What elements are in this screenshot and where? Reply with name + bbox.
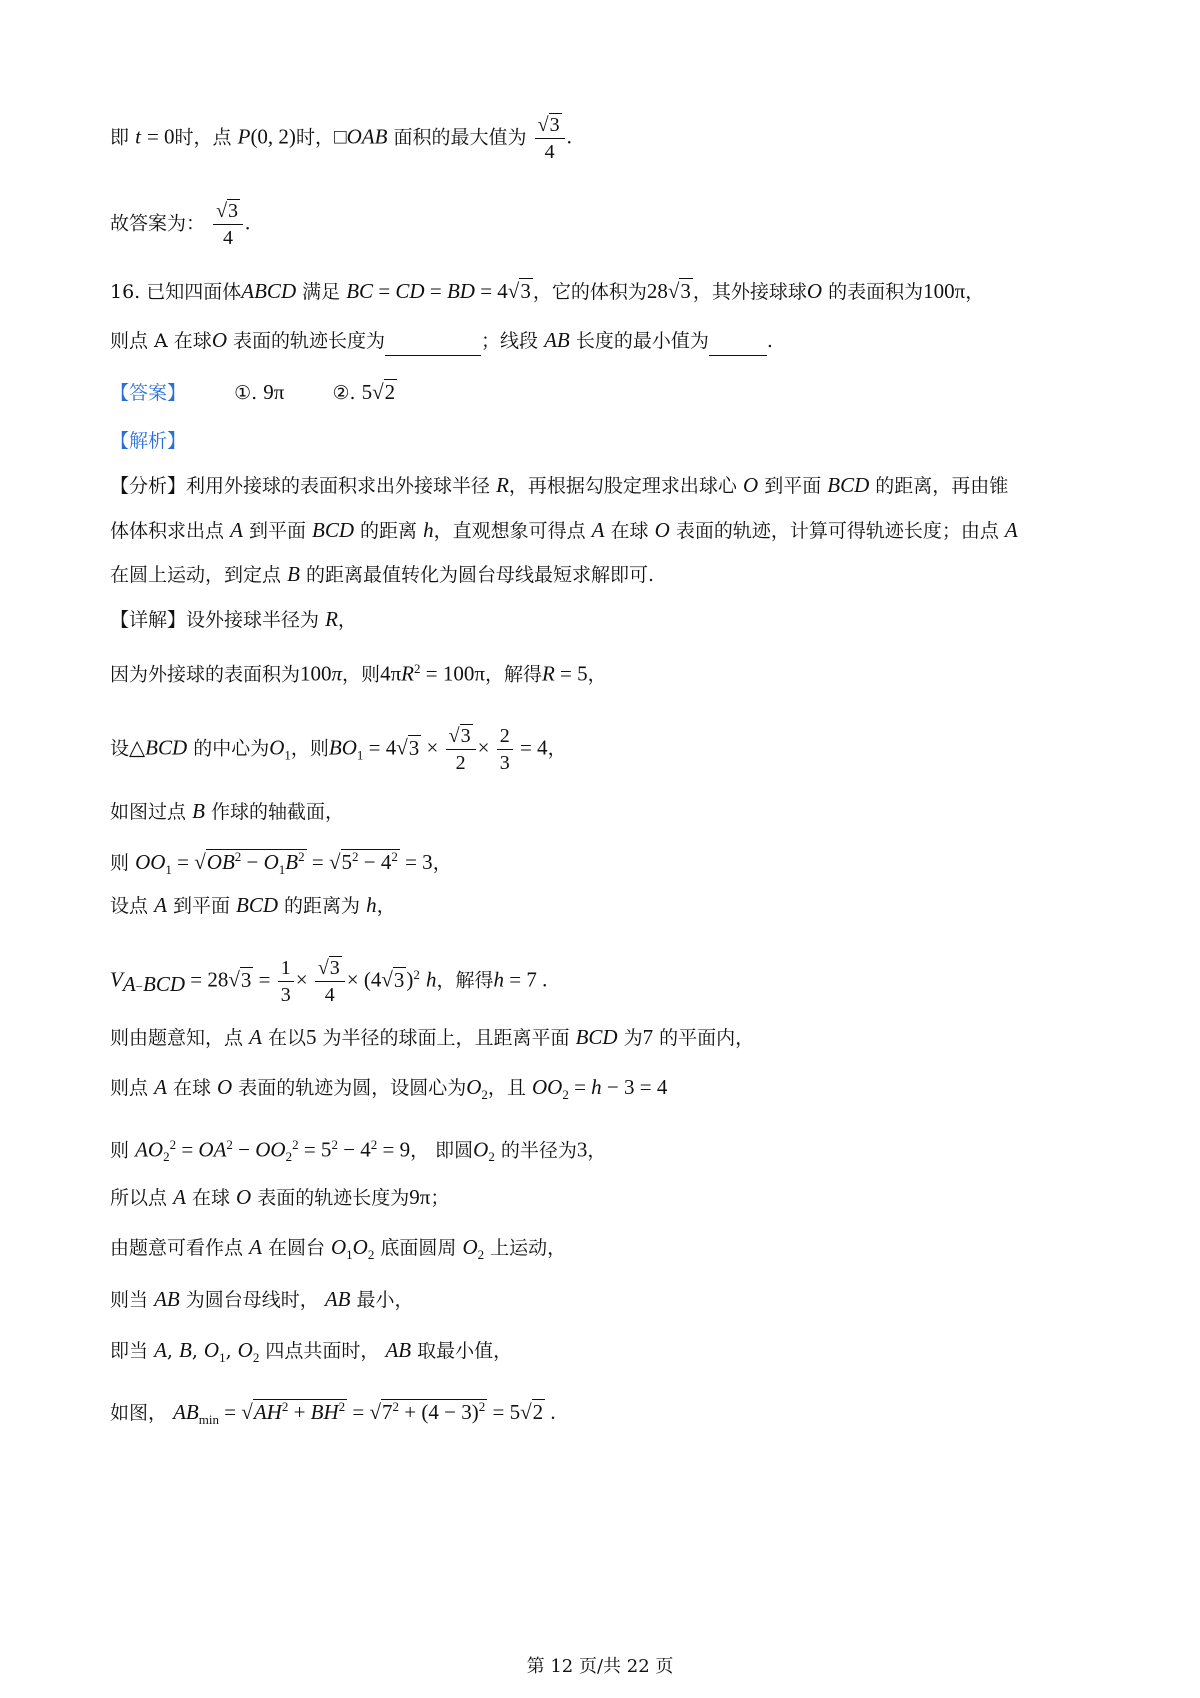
question-16-line1: 16. 已知四面体ABCD 满足 BC = CD = BD = 4√3 ，它的体积为28√3 ，其外接球球O 的表面积为100π，: [110, 279, 985, 303]
detail-line5: 则 $OO_1 = √OB^2 - O_1B^2 = √5^2 - 4^2 = 3$，: [110, 849, 452, 878]
detail-line11: 所以点 A 在球 O 表面的轨迹长度为9π；: [110, 1185, 450, 1209]
detail-line15: 如图， $AB_{min} = √AH^2 + BH^2 = √7^2 + (4 - 3)^2 = 5√2$ .: [110, 1399, 556, 1427]
detail-line4: 如图过点 B 作球的轴截面，: [110, 799, 344, 823]
detail-line1: 【详解】设外接球半径为 R，: [110, 607, 357, 631]
detail-line14: 即当 A, B, $O_1$, $O_2$ 四点共面时， AB 取最小值，: [110, 1338, 513, 1365]
detail-line6: 设点 A 到平面 BCD 的距离为 h，: [110, 893, 396, 917]
detail-line2: 因为外接球的表面积为100π，则$4\pi R^2 = 100\pi$，解得R = 5，: [110, 661, 607, 686]
line-answer-result: 故答案为： $\frac{√3}{4}$ .: [110, 200, 251, 249]
detail-line8: 则由题意知，点 A 在以5 为半径的球面上，且距离平面 BCD 为7 的平面内，: [110, 1025, 755, 1049]
detail-line13: 则当 AB 为圆台母线时， AB 最小，: [110, 1287, 414, 1311]
answer-line: 【答案】 ①. 9π ②. 5√2: [110, 380, 396, 404]
detail-line12: 由题意可看作点 A 在圆台 $O_1O_2$ 底面圆周 $O_2$ 上运动，: [110, 1235, 567, 1262]
answer-tag: 【答案】: [110, 382, 187, 404]
jiexi-tag: 【解析】: [110, 430, 187, 452]
answer-blank-1[interactable]: [385, 335, 481, 356]
analysis-line2: 体体积求出点 A 到平面 BCD 的距离 h，直观想象可得点 A 在球 O 表面的轨迹，计算可得轨迹长度；由点 A: [110, 518, 1018, 542]
analysis-line1: 【分析】利用外接球的表面积求出外接球半径 R，再根据勾股定理求出球心 O 到平面 BCD 的距离，再由锥: [110, 473, 1009, 497]
fraction-sqrt3-over-4: $\frac{√3}{4}$: [535, 112, 565, 165]
detail-line9: 则点 A 在球 O 表面的轨迹为圆，设圆心为$O_2$，且 $OO_2 = h - 3 = 4$: [110, 1075, 668, 1102]
line-max-area: 即 t = 0时，点 P(0, 2)时，□OAB 面积的最大值为 $\frac{√3}{4}$ .: [110, 114, 572, 163]
answer-blank-2[interactable]: [709, 335, 767, 356]
detail-line3: 设△BCD 的中心为$O_1$，则$BO_1 = 4√3$ × $\frac{√3}{2}$ × $\frac{2}{3}$ = 4，: [110, 725, 567, 774]
analysis-line3: 在圆上运动，到定点 B 的距离最值转化为圆台母线最短求解即可.: [110, 562, 654, 586]
detail-volume-equation: $V_{A-BCD} = 28√3$ = $\frac{1}{3}$ × $\frac{√3}{4}$ × $(4√3)^2$ h，解得h = 7 .: [110, 957, 548, 1006]
detail-line10: 则 $AO_2^2 = OA^2 - OO_2^2 = 5^2 - 4^2 = 9$， 即圆$O_2$ 的半径为3，: [110, 1137, 607, 1165]
page-footer: 第 12 页/共 22 页: [526, 1656, 674, 1677]
question-16-line2: 则点 A 在球O 表面的轨迹长度为 ；线段 AB 长度的最小值为 .: [110, 325, 773, 356]
